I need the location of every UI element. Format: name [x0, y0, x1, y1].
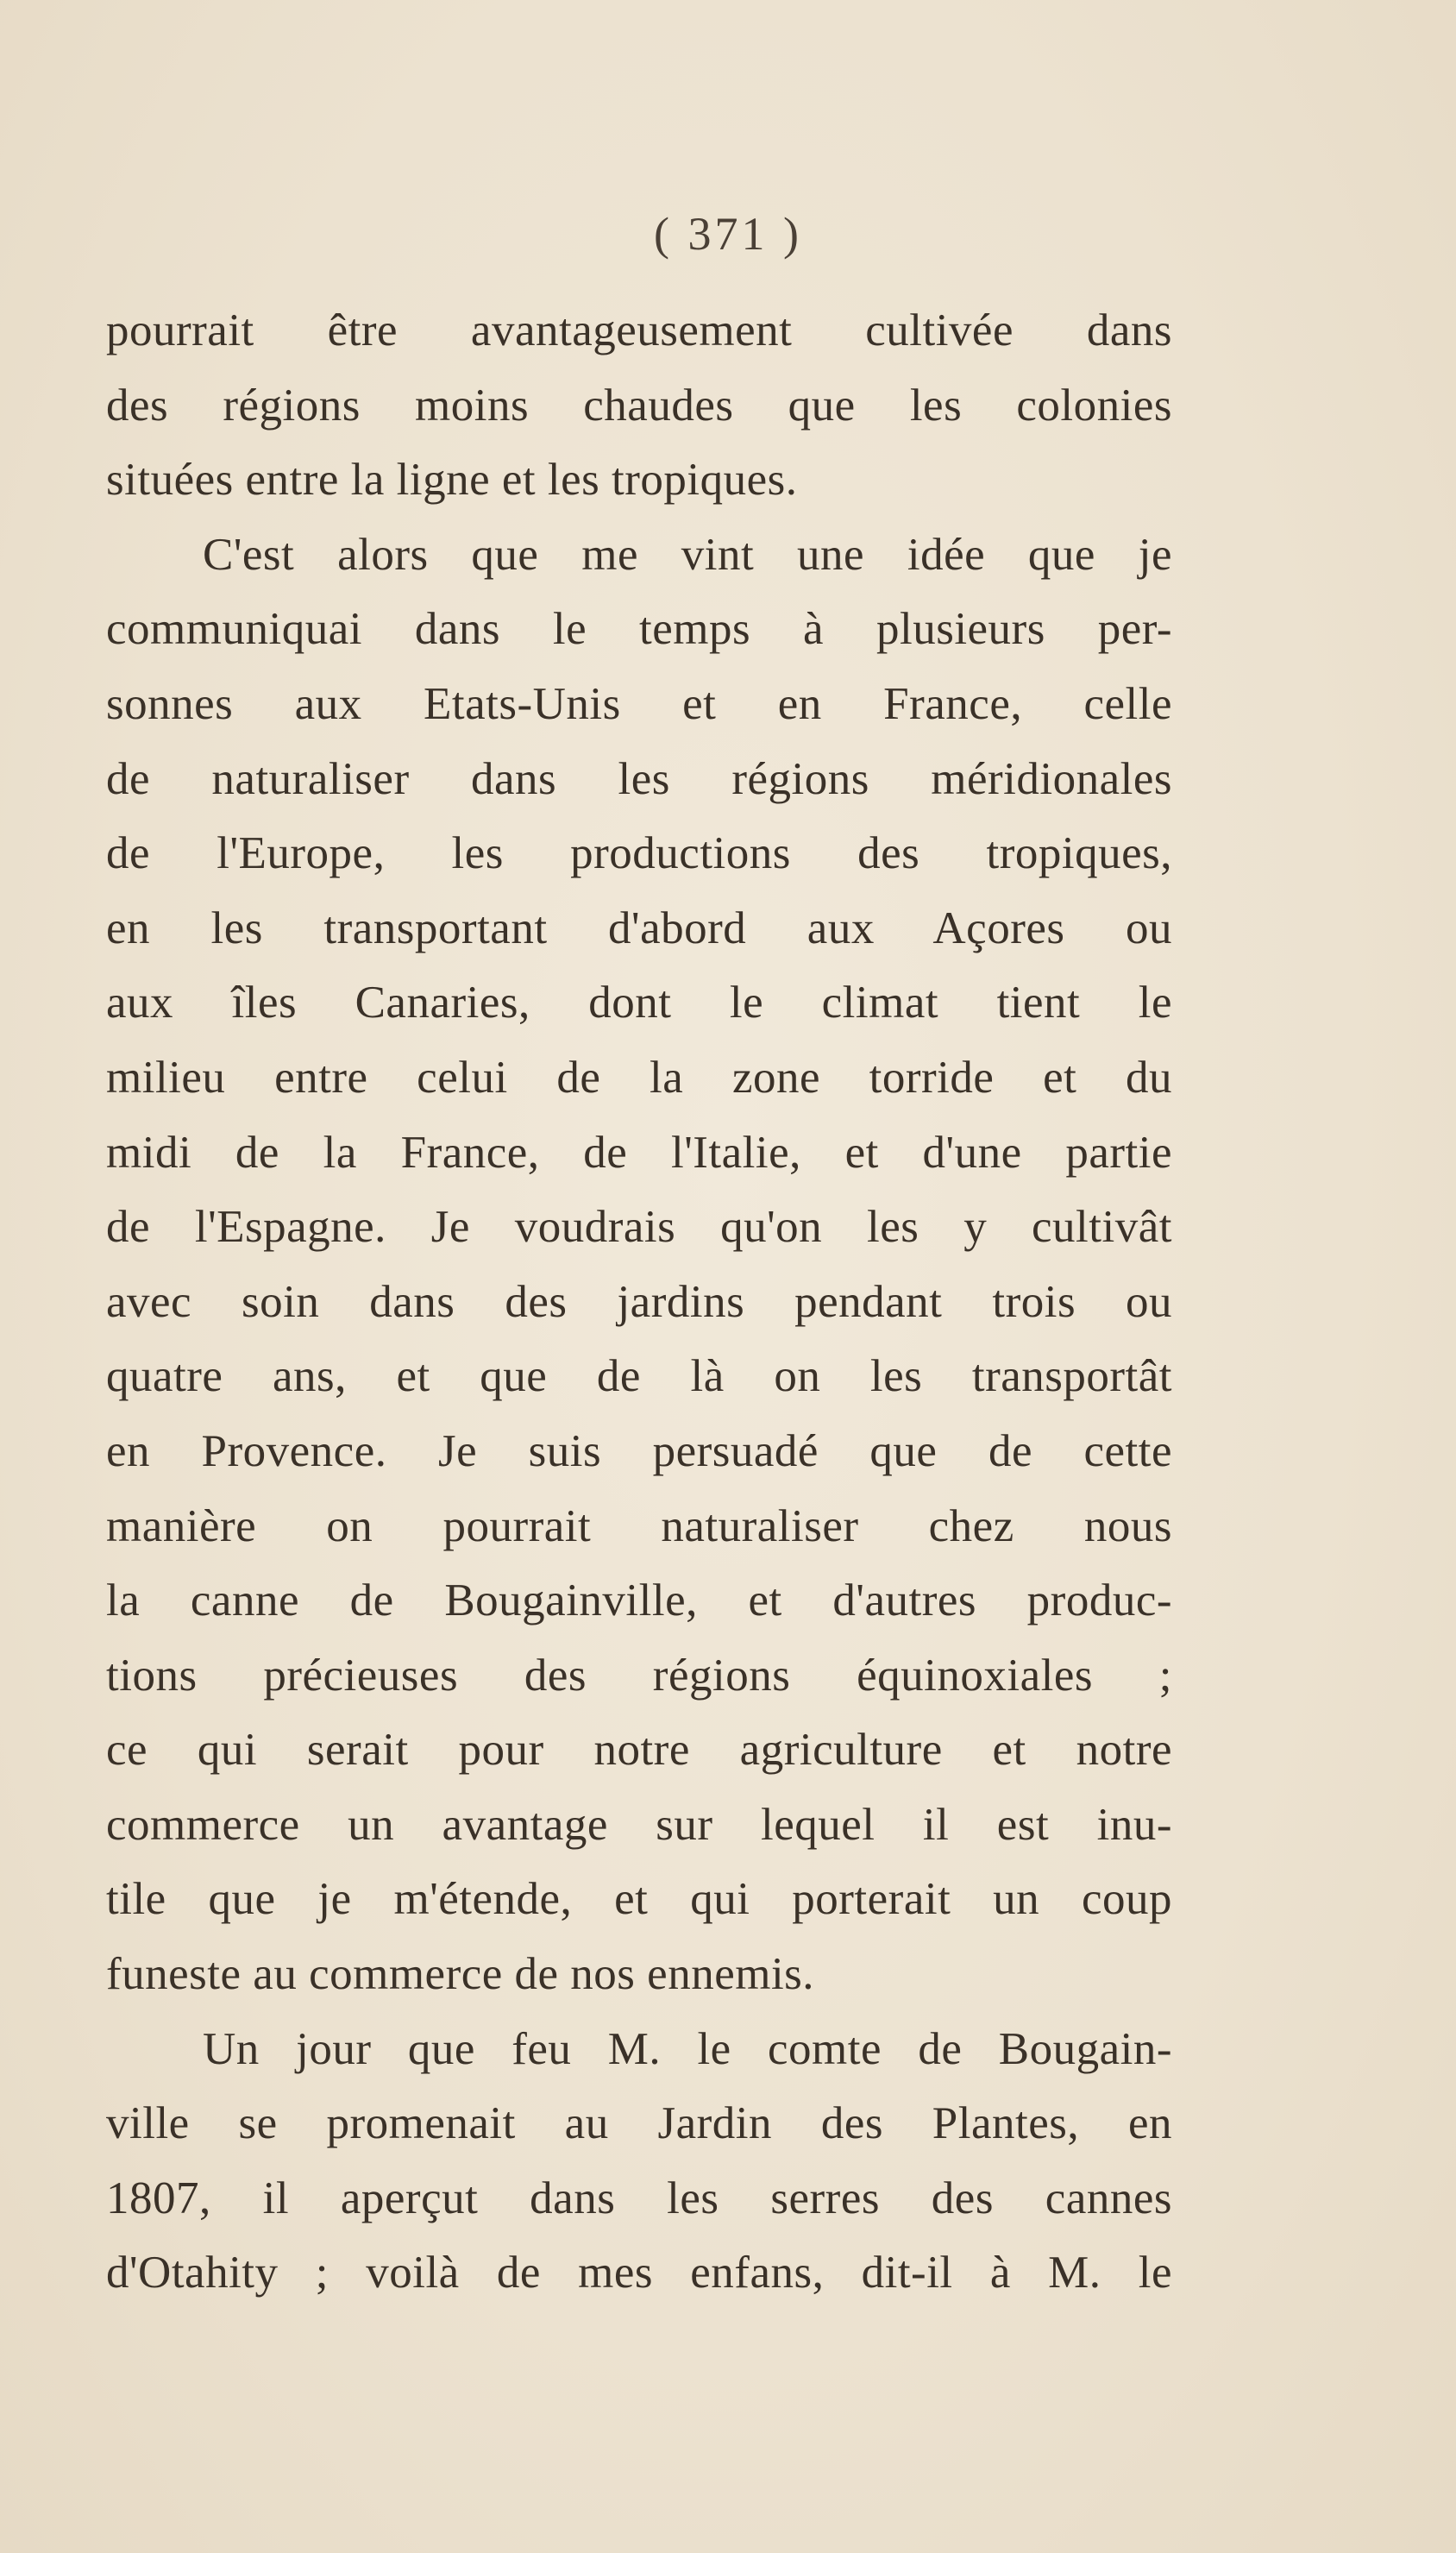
text-line: communiquai dans le temps à plusieurs per- [106, 604, 1172, 655]
text-line: pourrait être avantageusement cultivée dans [106, 305, 1172, 355]
text-line: funeste au commerce de nos ennemis. [106, 1949, 815, 2000]
text-line: quatre ans, et que de là on les transportât [106, 1351, 1172, 1402]
text-line: manière on pourrait naturaliser chez nous [106, 1500, 1172, 1551]
text-line: ville se promenait au Jardin des Plantes, en [106, 2098, 1172, 2149]
text-line: avec soin dans des jardins pendant trois ou [106, 1276, 1172, 1327]
text-line: tions précieuses des régions équinoxiales ; [106, 1650, 1172, 1701]
text-line: de naturaliser dans les régions méridionales [106, 753, 1172, 804]
text-line: sonnes aux Etats-Unis et en France, celle [106, 678, 1172, 729]
text-line: milieu entre celui de la zone torride et du [106, 1052, 1172, 1103]
text-line: commerce un avantage sur lequel il est inu- [106, 1799, 1172, 1850]
text-line: en Provence. Je suis persuadé que de cette [106, 1425, 1172, 1476]
text-line: midi de la France, de l'Italie, et d'une partie [106, 1127, 1172, 1178]
text-line: d'Otahity ; voilà de mes enfans, dit-il à M. le [106, 2248, 1172, 2298]
text-line: ce qui serait pour notre agriculture et notre [106, 1725, 1172, 1776]
text-line: aux îles Canaries, dont le climat tient le [106, 978, 1172, 1028]
text-line: de l'Espagne. Je voudrais qu'on les y cultivât [106, 1202, 1172, 1253]
body-text [106, 293, 1172, 2311]
text-line: en les transportant d'abord aux Açores ou [106, 902, 1172, 953]
text-line: Un jour que feu M. le comte de Bougain- [203, 2023, 1172, 2074]
text-line: la canne de Bougainville, et d'autres produc- [106, 1575, 1172, 1626]
text-line: 1807, il aperçut dans les serres des cannes [106, 2173, 1172, 2223]
text-line: C'est alors que me vint une idée que je [203, 529, 1172, 580]
text-line: tile que je m'étende, et qui porterait un coup [106, 1874, 1172, 1925]
text-line: des régions moins chaudes que les colonies [106, 380, 1172, 431]
text-line: situées entre la ligne et les tropiques. [106, 455, 798, 506]
page-number: ( 371 ) [654, 208, 802, 260]
text-line: de l'Europe, les productions des tropiques, [106, 828, 1172, 879]
